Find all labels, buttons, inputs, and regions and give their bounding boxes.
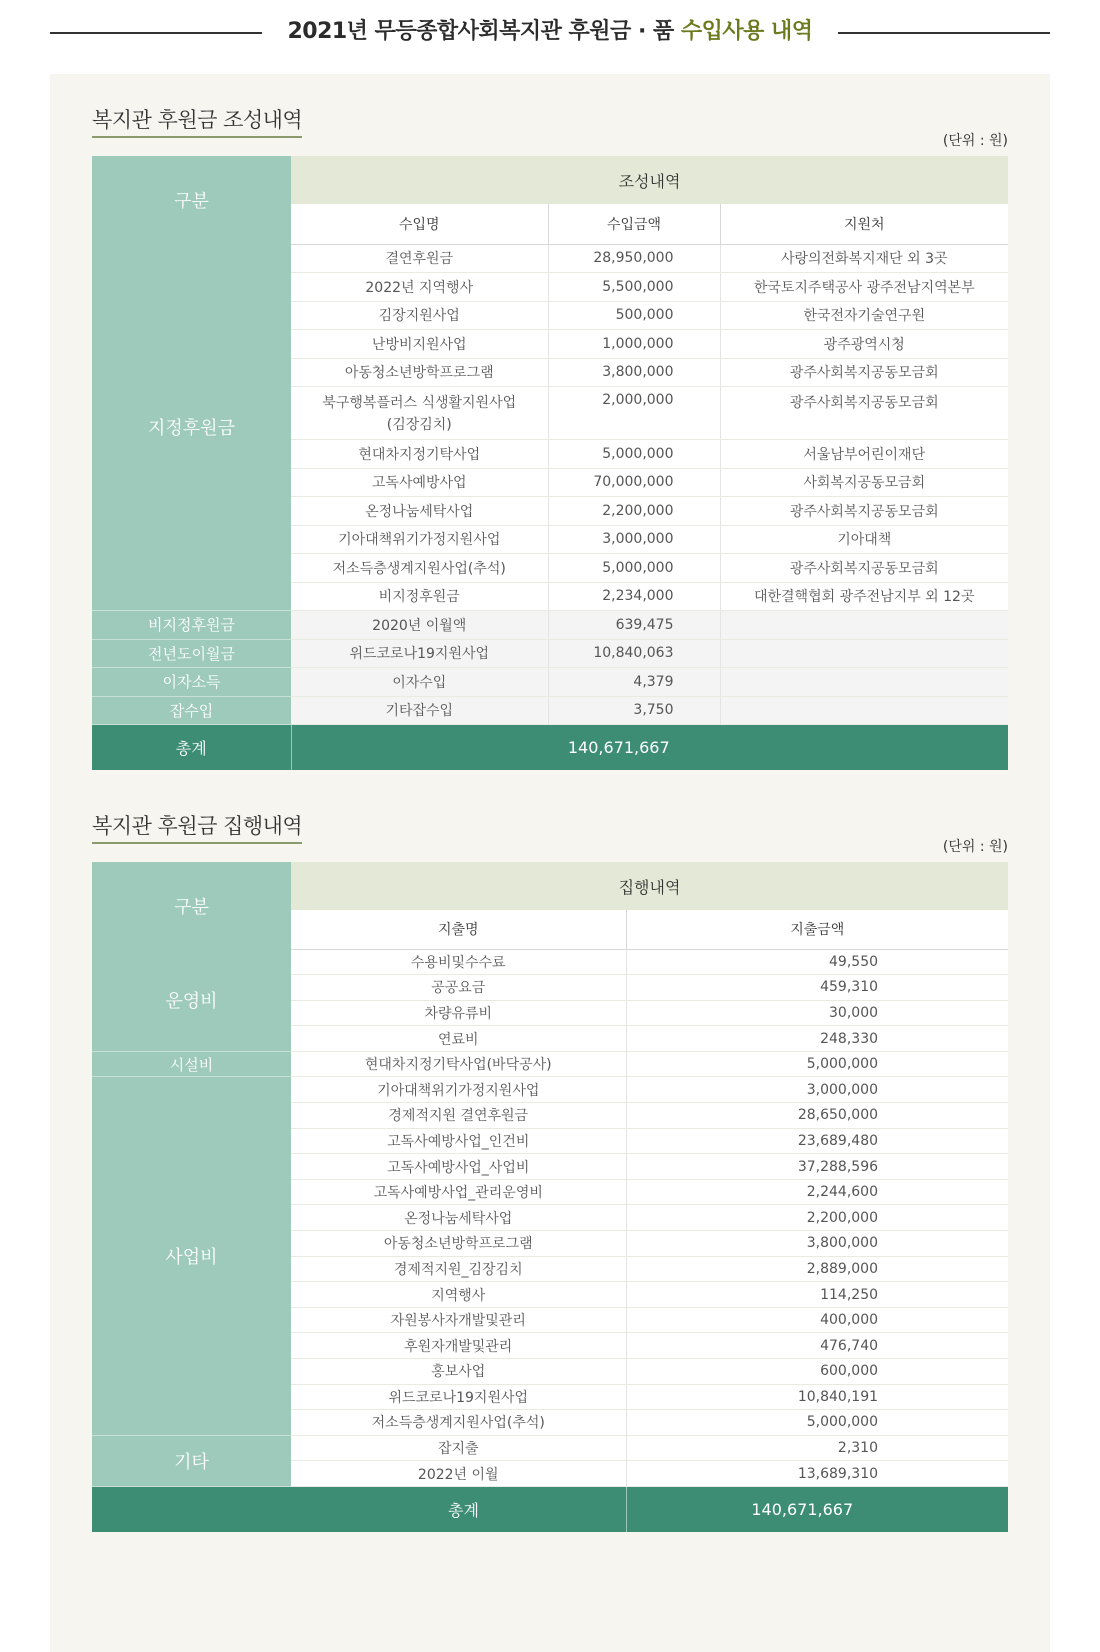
expense-name-cell: 잡지출 (291, 1435, 626, 1461)
expense-col-amount: 지출금액 (626, 910, 1008, 949)
income-source-cell: 광주광역시청 (720, 330, 1008, 359)
income-amount-cell: 5,500,000 (548, 273, 720, 302)
income-header-row (92, 156, 1008, 204)
table-row (92, 668, 1008, 697)
expense-header-category: 구분 (92, 862, 291, 949)
income-source-cell: 한국토지주택공사 광주전남지역본부 (720, 273, 1008, 302)
income-name: 김장지원사업 (378, 308, 460, 325)
income-name: 결연후원금 (385, 251, 454, 268)
expense-amount-cell: 5,000,000 (626, 1410, 1008, 1436)
income-source-cell: 기아대책 (720, 525, 1008, 554)
expense-amount-cell: 49,550 (626, 949, 1008, 975)
income-name-cell (291, 440, 548, 469)
expense-total-label: 총계 (92, 1486, 626, 1532)
expense-category-cell: 시설비 (92, 1051, 291, 1077)
income-name-cell (291, 273, 548, 302)
income-total-amount: 140,671,667 (291, 725, 1008, 770)
expense-name-cell: 차량유류비 (291, 1000, 626, 1026)
income-amount-cell: 5,000,000 (548, 554, 720, 583)
income-name-cell (291, 639, 548, 668)
expense-name-cell: 수용비및수수료 (291, 949, 626, 975)
expense-name-cell: 고독사예방사업_사업비 (291, 1154, 626, 1180)
table-row (92, 639, 1008, 668)
expense-amount-cell: 2,310 (626, 1435, 1008, 1461)
table-row (92, 1077, 1008, 1103)
expense-amount-cell: 600,000 (626, 1359, 1008, 1385)
income-name-cell (291, 582, 548, 611)
income-name-cell (291, 244, 548, 273)
income-name: 기아대책위기가정지원사업 (338, 532, 501, 549)
income-amount-cell: 70,000,000 (548, 468, 720, 497)
expense-col-name: 지출명 (291, 910, 626, 949)
expense-name-cell: 경제적지원_김장김치 (291, 1256, 626, 1282)
table-row (92, 244, 1008, 273)
table-row (92, 949, 1008, 975)
income-name: 난방비지원사업 (371, 336, 467, 353)
expense-amount-cell: 30,000 (626, 1000, 1008, 1026)
expense-amount-cell: 248,330 (626, 1026, 1008, 1052)
expense-amount-cell: 2,889,000 (626, 1256, 1008, 1282)
income-source-cell: 광주사회복지공동모금회 (720, 358, 1008, 387)
income-header-category: 구분 (92, 156, 291, 244)
income-source-cell: 서울남부어린이재단 (720, 440, 1008, 469)
expense-name-cell: 위드코로나19지원사업 (291, 1384, 626, 1410)
income-amount-cell: 500,000 (548, 301, 720, 330)
income-section-title: 복지관 후원금 조성내역 (92, 104, 302, 138)
expense-amount-cell: 13,689,310 (626, 1461, 1008, 1487)
income-col-name: 수입명 (291, 204, 548, 244)
income-name-line2: (김장김치) (386, 417, 452, 433)
expense-name-cell: 저소득층생계지원사업(추석) (291, 1410, 626, 1436)
expense-category-cell: 운영비 (92, 949, 291, 1051)
expense-amount-cell: 28,650,000 (626, 1103, 1008, 1129)
income-total-label: 총계 (92, 725, 291, 770)
income-source-cell: 한국전자기술연구원 (720, 301, 1008, 330)
income-category-cell: 비지정후원금 (92, 611, 291, 640)
income-name: 이자수입 (392, 674, 447, 691)
page-title-main: 2021년 무등종합사회복지관 후원금 · 품 (287, 19, 681, 44)
expense-name-cell: 고독사예방사업_관리운영비 (291, 1179, 626, 1205)
table-row (92, 611, 1008, 640)
expense-total-row (92, 1486, 1008, 1532)
expense-category-cell: 기타 (92, 1435, 291, 1486)
income-amount-cell: 1,000,000 (548, 330, 720, 359)
table-row (92, 1435, 1008, 1461)
expense-name-cell: 연료비 (291, 1026, 626, 1052)
income-unit-label: (단위 : 원) (942, 133, 1008, 149)
income-source-cell: 광주사회복지공동모금회 (720, 554, 1008, 583)
income-amount-cell: 4,379 (548, 668, 720, 697)
expense-amount-cell: 476,740 (626, 1333, 1008, 1359)
page-title (0, 14, 1100, 45)
income-amount-cell: 2,000,000 (548, 387, 720, 440)
expense-name-cell: 온정나눔세탁사업 (291, 1205, 626, 1231)
income-total-row (92, 725, 1008, 770)
income-source-cell: 광주사회복지공동모금회 (720, 497, 1008, 526)
income-header-group: 조성내역 (291, 156, 1008, 204)
table-row (92, 1051, 1008, 1077)
income-name: 2022년 지역행사 (365, 279, 474, 296)
income-source-cell: 광주사회복지공동모금회 (720, 387, 1008, 440)
income-name-cell (291, 358, 548, 387)
income-category-cell: 이자소득 (92, 668, 291, 697)
income-name: 북구행복플러스 식생활지원사업 (322, 395, 517, 411)
income-name: 온정나눔세탁사업 (365, 503, 474, 520)
expense-name-cell: 자원봉사자개발및관리 (291, 1307, 626, 1333)
income-name-cell (291, 468, 548, 497)
expense-amount-cell: 459,310 (626, 975, 1008, 1001)
income-name: 고독사예방사업 (371, 475, 467, 492)
income-source-cell (720, 611, 1008, 640)
income-amount-cell: 10,840,063 (548, 639, 720, 668)
income-name-cell (291, 611, 548, 640)
income-amount-cell: 3,800,000 (548, 358, 720, 387)
income-amount-cell: 5,000,000 (548, 440, 720, 469)
expense-unit-label: (단위 : 원) (942, 839, 1008, 855)
expense-name-cell: 2022년 이월 (291, 1461, 626, 1487)
income-category-cell: 전년도이월금 (92, 639, 291, 668)
income-name-cell (291, 301, 548, 330)
expense-amount-cell: 10,840,191 (626, 1384, 1008, 1410)
income-name-cell (291, 497, 548, 526)
income-name: 2020년 이월액 (372, 617, 467, 634)
income-name: 기타잡수입 (385, 703, 454, 720)
expense-amount-cell: 114,250 (626, 1282, 1008, 1308)
expense-amount-cell: 400,000 (626, 1307, 1008, 1333)
income-name-cell (291, 668, 548, 697)
income-source-cell: 사랑의전화복지재단 외 3곳 (720, 244, 1008, 273)
expense-category-cell: 사업비 (92, 1077, 291, 1435)
expense-amount-cell: 2,200,000 (626, 1205, 1008, 1231)
income-amount-cell: 2,234,000 (548, 582, 720, 611)
expense-amount-cell: 3,800,000 (626, 1231, 1008, 1257)
expense-amount-cell: 5,000,000 (626, 1051, 1008, 1077)
expense-name-cell: 지역행사 (291, 1282, 626, 1308)
income-name: 아동청소년방학프로그램 (344, 365, 494, 382)
income-name-cell (291, 525, 548, 554)
expense-table (92, 862, 1008, 1532)
expense-name-cell: 후원자개발및관리 (291, 1333, 626, 1359)
page-title-accent: 수입사용 내역 (680, 19, 813, 44)
title-divider-right (838, 32, 1050, 34)
income-amount-cell: 3,750 (548, 696, 720, 725)
income-name: 현대차지정기탁사업 (358, 446, 481, 463)
expense-name-cell: 아동청소년방학프로그램 (291, 1231, 626, 1257)
expense-name-cell: 홍보사업 (291, 1359, 626, 1385)
expense-amount-cell: 37,288,596 (626, 1154, 1008, 1180)
expense-name-cell: 기아대책위기가정지원사업 (291, 1077, 626, 1103)
expense-amount-cell: 23,689,480 (626, 1128, 1008, 1154)
expense-name-cell: 현대차지정기탁사업(바닥공사) (291, 1051, 626, 1077)
income-name-cell (291, 330, 548, 359)
table-row (92, 696, 1008, 725)
income-name: 위드코로나19지원사업 (349, 646, 490, 663)
income-amount-cell: 28,950,000 (548, 244, 720, 273)
income-col-amount: 수입금액 (548, 204, 720, 244)
expense-name-cell: 공공요금 (291, 975, 626, 1001)
income-table (92, 156, 1008, 770)
income-amount-cell: 3,000,000 (548, 525, 720, 554)
expense-name-cell: 고독사예방사업_인건비 (291, 1128, 626, 1154)
income-name-cell (291, 696, 548, 725)
income-col-source: 지원처 (720, 204, 1008, 244)
income-source-cell (720, 639, 1008, 668)
expense-header-row (92, 862, 1008, 910)
expense-name-cell: 경제적지원 결연후원금 (291, 1103, 626, 1129)
content-panel (50, 74, 1050, 1652)
income-name-cell (291, 554, 548, 583)
income-category-cell: 잡수입 (92, 696, 291, 725)
income-amount-cell: 639,475 (548, 611, 720, 640)
income-source-cell: 대한결핵협회 광주전남지부 외 12곳 (720, 582, 1008, 611)
income-name: 저소득층생계지원사업(추석) (332, 560, 506, 577)
income-name-cell (291, 387, 548, 440)
expense-amount-cell: 2,244,600 (626, 1179, 1008, 1205)
income-category-cell: 지정후원금 (92, 244, 291, 611)
income-amount-cell: 2,200,000 (548, 497, 720, 526)
page-title-bar (0, 0, 1100, 66)
income-source-cell (720, 668, 1008, 697)
expense-total-amount: 140,671,667 (626, 1486, 1008, 1532)
expense-amount-cell: 3,000,000 (626, 1077, 1008, 1103)
income-source-cell: 사회복지공동모금회 (720, 468, 1008, 497)
income-name: 비지정후원금 (378, 589, 460, 606)
expense-section-title: 복지관 후원금 집행내역 (92, 810, 302, 844)
income-source-cell (720, 696, 1008, 725)
expense-header-group: 집행내역 (291, 862, 1008, 910)
